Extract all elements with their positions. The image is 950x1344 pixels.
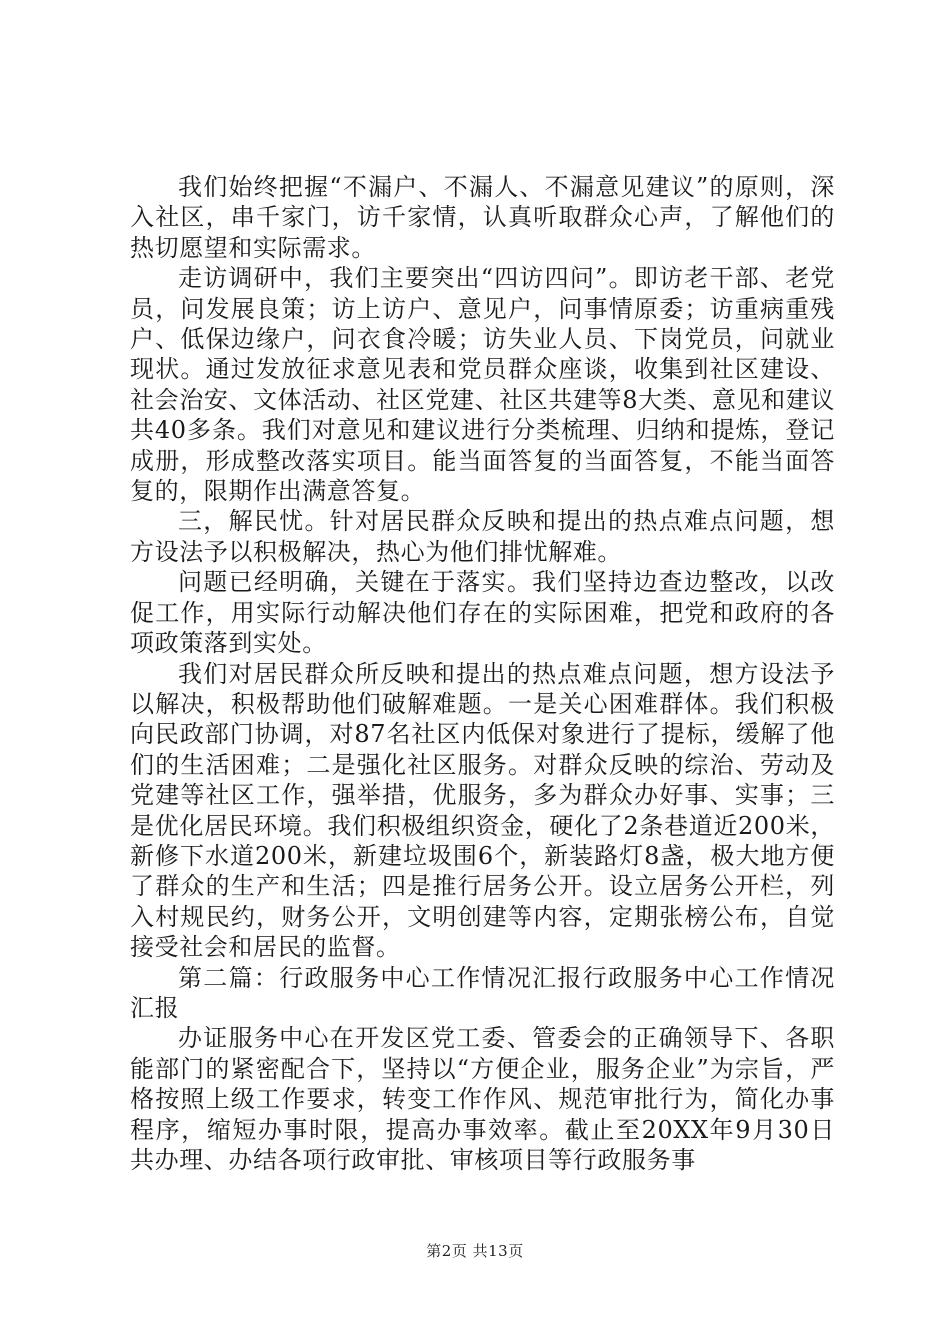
paragraph: 办证服务中心在开发区党工委、管委会的正确领导下、各职能部门的紧密配合下，坚持以“方便企业，服务企业”为宗旨，严格按照上级工作要求，转变工作作风、规范审批行为，简化办事程序，缩短办事时限，提高办事效率。截止至20XX年9月30日共办理、办结各项行政审批、审核项目等行政服务事 [130,1024,835,1174]
paragraph: 问题已经明确，关键在于落实。我们坚持边查边整改，以改促工作，用实际行动解决他们存在的实际困难，把党和政府的各项政策落到实处。 [130,568,835,658]
document-body [130,172,835,1175]
paragraph: 三，解民忧。针对居民群众反映和提出的热点难点问题，想方设法予以积极解决，热心为他们排忧解难。 [130,507,835,566]
page-footer: 第2页 共13页 [426,1242,524,1260]
paragraph: 我们始终把握“不漏户、不漏人、不漏意见建议”的原则，深入社区，串千家门，访千家情，认真听取群众心声，了解他们的热切愿望和实际需求。 [130,173,835,262]
section-heading: 第二篇：行政服务中心工作情况汇报行政服务中心工作情况汇报 [130,963,835,1022]
paragraph: 走访调研中，我们主要突出“四访四问”。即访老干部、老党员，问发展良策；访上访户、意见户，问事情原委；访重病重残户、低保边缘户，问衣食冷暖；访失业人员、下岗党员，问就业现状。通过发放征求意见表和党员群众座谈，收集到社区建设、社会治安、文体活动、社区党建、社区共建等8大类、意见和建议共40多条。我们对意见和建议进行分类梳理、归纳和提炼，登记成册，形成整改落实项目。能当面答复的当面答复，不能当面答复的，限期作出满意答复。 [130,264,835,506]
paragraph: 我们对居民群众所反映和提出的热点难点问题，想方设法予以解决，积极帮助他们破解难题。一是关心困难群体。我们积极向民政部门协调，对87名社区内低保对象进行了提标，缓解了他们的生活困难；二是强化社区服务。对群众反映的综治、劳动及党建等社区工作，强举措，优服务，多为群众办好事、实事；三是优化居民环境。我们积极组织资金，硬化了2条巷道近200米，新修下水道200米，新建垃圾围6个，新装路灯8盏，极大地方便了群众的生产和生活；四是推行居务公开。设立居务公开栏，列入村规民约，财务公开，文明创建等内容，定期张榜公布，自觉接受社会和居民的监督。 [130,659,835,962]
